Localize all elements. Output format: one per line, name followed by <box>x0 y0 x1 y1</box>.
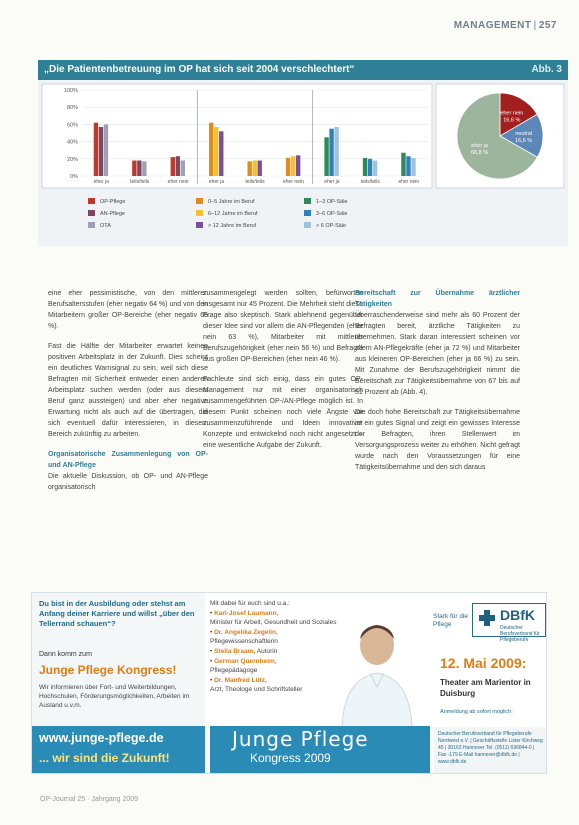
dbfk-logo: DBfK <box>500 607 535 623</box>
ad-right-panel <box>430 593 547 774</box>
legend-swatch <box>196 222 203 228</box>
legend-swatch <box>304 222 311 228</box>
paragraph: Die aktuelle Diskussion, ob OP- und AN-Pflege organisatorisch <box>48 473 208 491</box>
x-category-label: eher ja <box>93 179 109 185</box>
y-tick-label: 0% <box>70 174 78 180</box>
pie-slice-label: eher nein <box>500 110 524 117</box>
y-tick-label: 80% <box>66 105 78 112</box>
legend-swatch <box>304 210 311 216</box>
speaker-name: German Quernheim, <box>214 658 277 665</box>
speaker-role: Autorin <box>256 648 278 655</box>
legend-label: AN-Pflege <box>100 211 126 217</box>
bar <box>219 131 223 176</box>
bar <box>181 161 185 176</box>
legend-label: 1–3 OP-Säle <box>316 199 348 205</box>
speaker-role: Pflegepädagoge <box>210 667 258 674</box>
x-category-label: eher ja <box>324 179 340 185</box>
ad-question: Du bist in der Ausbildung oder stehst am Anfang deiner Karriere und willst „über den Tellerrand schauen“? <box>39 599 195 628</box>
bar <box>253 161 257 176</box>
bar <box>171 157 175 176</box>
nurse-photo-icon <box>332 617 422 727</box>
running-header <box>454 20 557 31</box>
article-column-2 <box>203 288 363 460</box>
paragraph: Überraschenderweise sind mehr als 60 Prozent der Befragten bereit, ärztliche Tätigkeiten zu übernehmen. Stark daran interessiert scheinen vor allem AN-Pflegekräfte (eher ja 72 %) und Mitarbeiter aus kleineren OP-Bereichen (eher ja 66 %) zu sein. Mit Zunahme der Berufszugehörigkeit nimmt die Bereitschaft zur Tätigkeitsübernahme von 67 bis auf 51 Prozent ab (Abb. 4). <box>355 312 520 396</box>
registration-note: Anmeldung ab sofort möglich: <box>440 709 513 715</box>
pie-slice-label: eher ja <box>471 142 488 149</box>
bar <box>132 161 136 176</box>
bar <box>296 155 300 176</box>
x-category-label: eher nein <box>398 179 420 185</box>
advertisement[interactable] <box>31 592 547 774</box>
pie-slice-value: 16,6 % <box>515 137 533 144</box>
speaker-item: • German Quernheim, Pflegepädagoge <box>210 658 277 674</box>
x-category-label: eher ja <box>208 179 225 185</box>
paragraph: zusammengelegt werden sollten, befürworten insgesamt nur 45 Prozent. Die Mehrheit steht diese Frage also skeptisch. Stark ablehnend gegenüber dieser Idee sind vor allem die AN-Pflegenden (eher nein 63 %), Mitarbeiter mit mittlerer Berufszugehörigkeit (eher nein 56 %) und Befragte aus großen OP-Bereichen (eher nein 46 %). <box>203 290 363 363</box>
article-column-1 <box>48 288 208 502</box>
speaker-item: • Dr. Manfred Lütz, Arzt, Theologe und Schriftsteller <box>210 677 303 693</box>
legend-swatch <box>88 210 95 216</box>
legend-swatch <box>88 198 95 204</box>
ad-stark-text: Stark für die Pflege <box>433 613 469 628</box>
legend-swatch <box>88 222 95 228</box>
speaker-role: Arzt, Theologe und Schriftsteller <box>210 686 303 693</box>
speaker-name: Stella Braam, <box>214 648 256 655</box>
y-tick-label: 20% <box>66 156 78 163</box>
x-category-label: eher nein <box>283 179 304 185</box>
legend-label: 0–5 Jahre im Beruf <box>208 199 255 205</box>
legend-swatch <box>304 198 311 204</box>
speaker-role: Minister für Arbeit, Gesundheit und Soziales <box>210 619 337 626</box>
bar <box>137 161 141 176</box>
bar <box>411 158 415 176</box>
bar <box>291 156 295 176</box>
bar <box>258 161 262 176</box>
paragraph: Die doch hohe Bereitschaft zur Tätigkeitsübernahme ist ein gutes Signal und zeigt ein gewisses Interesse der Befragten, ihren Stellenwert im Versorgungsprozess weiter zu erhöhen. Nicht gefragt wurde nach den Voraussetzungen für eine Tätigkeitsübernahme und den sich daraus <box>355 409 520 471</box>
speaker-item: • Karl-Josef Laumann, Minister für Arbeit, Gesundheit und Soziales <box>210 610 337 626</box>
speakers-intro: Mit dabei für euch sind u.a.: <box>210 600 290 607</box>
legend-label: > 12 Jahre im Beruf <box>208 223 257 229</box>
bar <box>214 127 218 176</box>
x-category-label: teils/teils <box>245 179 265 185</box>
event-venue: Theater am Marientor in Duisburg <box>440 678 531 698</box>
bar <box>401 153 405 176</box>
x-category-label: teils/teils <box>360 179 380 185</box>
legend-label: 3–6 OP-Säle <box>316 211 348 217</box>
bar <box>406 156 410 176</box>
ad-url-link[interactable]: www.junge-pflege.de <box>39 731 164 745</box>
paragraph: eine eher pessimistische, von den mittleren Berufsaltersstufen (eher negativ 64 %) und von den Mitarbeitern großer OP-Bereiche (eher negativ 65 %). <box>48 290 208 330</box>
x-category-label: teils/teils <box>130 179 150 185</box>
speaker-name: Dr. Angelika Zegelin, <box>214 629 278 636</box>
page-footer: OP-Journal 25 · Jahrgang 2009 <box>40 796 139 803</box>
bar <box>373 161 377 176</box>
speaker-name: Karl-Josef Laumann, <box>214 610 279 617</box>
y-tick-label: 60% <box>66 122 78 129</box>
bar <box>176 156 180 176</box>
event-date: 12. Mai 2009: <box>440 655 527 671</box>
bar <box>286 158 290 176</box>
bar <box>324 137 328 176</box>
ad-info: Wir informieren über Fort- und Weiterbildungen, Hochschulen, Förderungsmöglichkeiten, Arbeiten im Ausland u.v.m. <box>39 684 190 709</box>
ad-dann: Dann komm zum <box>39 651 92 658</box>
paragraph: Fast die Hälfte der Mitarbeiter erwartet keinen positiven Arbeitsplatz in der Zukunft. Dies scheint ein deutliches Warnsignal zu sein, weil sich diese Befragten mit Sicherheit entweder einen anderen Arbeitsplatz suchen werden (oder aus diesem Beruf ganz aussteigen) und aber eher negative Erwartung nicht als auch auf die übertragen, die sich eventuell dafür interessieren, in diesem Bereich zukünftig zu arbeiten. <box>48 343 208 438</box>
figure-panel <box>38 60 568 246</box>
bar <box>94 123 98 176</box>
pie-slice-value: 16,6 % <box>503 117 521 124</box>
pie-slice-label: neutral <box>515 130 533 137</box>
speaker-item: • Stella Braam, Autorin <box>210 648 278 655</box>
bar <box>363 158 367 176</box>
chart-area <box>38 80 568 246</box>
bar <box>329 129 333 176</box>
figure-title-bar <box>38 60 568 80</box>
section-label: MANAGEMENT <box>453 20 532 31</box>
legend-label: > 6 OP-Säle <box>316 223 347 229</box>
speaker-name: Dr. Manfred Lütz, <box>214 677 267 684</box>
kongress-logo-line2: Kongress 2009 <box>250 751 331 765</box>
paragraph: Fachleute sind sich einig, dass ein gutes OP-Management nur mit einer organisatorisch zusammengeführten OP-/AN-Pflege möglich ist. In diesem Punkt scheinen noch viele Ängste vor zusammenzuführende und Ideen innovativer Konzepte und entwickelnd noch nicht angesetzt – eine wesentliche Aufgabe der Zukunft. <box>203 376 363 449</box>
figure-number: Abb. 3 <box>531 64 562 75</box>
bar <box>209 123 213 176</box>
subheading: Organisatorische Zusammenlegung von OP- und AN-Pflege <box>48 451 208 469</box>
cross-icon <box>478 609 496 627</box>
figure-title: „Die Patientenbetreuung im OP hat sich seit 2004 verschlechtert“ <box>44 64 355 75</box>
speaker-item: • Dr. Angelika Zegelin, Pflegewissenschaftlerin <box>210 629 278 645</box>
dbfk-subtitle: Deutscher Berufsverband für Pflegeberufe <box>500 625 540 643</box>
ad-kongress-title: Junge Pflege Kongress! <box>39 663 177 677</box>
legend-swatch <box>196 198 203 204</box>
ad-slogan: ... wir sind die Zukunft! <box>39 751 170 765</box>
y-tick-label: 100% <box>63 88 78 94</box>
bar <box>104 124 108 176</box>
y-tick-label: 40% <box>66 139 78 146</box>
bar <box>99 127 103 176</box>
bar <box>142 161 146 176</box>
bar <box>368 159 372 176</box>
pie-slice-value: 66,8 % <box>471 149 489 156</box>
bar <box>334 127 338 176</box>
x-category-label: eher nein <box>167 179 189 185</box>
article-column-3 <box>355 288 520 482</box>
legend-label: OP-Pflege <box>100 199 126 205</box>
page-number: 257 <box>538 20 557 31</box>
contact-address: Deutscher Berufsverband für Pflegeberufe Nordwest e.V. | Geschäftsstelle Lister Kirchweg 45 | 30163 Hannover Tel. (0511) 696844-0 | Fax -179 E-Mail hannover@dbfk.de | www.dbfk.de <box>434 727 547 774</box>
kongress-logo-line1: Junge Pflege <box>232 727 369 751</box>
header-divider: | <box>533 20 537 31</box>
legend-label: 6–12 Jahre im Beruf <box>208 211 258 217</box>
subheading: Bereitschaft zur Übernahme ärztlicher Tätigkeiten <box>355 290 520 308</box>
bar <box>248 161 252 176</box>
legend-swatch <box>196 210 203 216</box>
speaker-role: Pflegewissenschaftlerin <box>210 638 278 645</box>
legend-label: OTA <box>100 223 111 229</box>
